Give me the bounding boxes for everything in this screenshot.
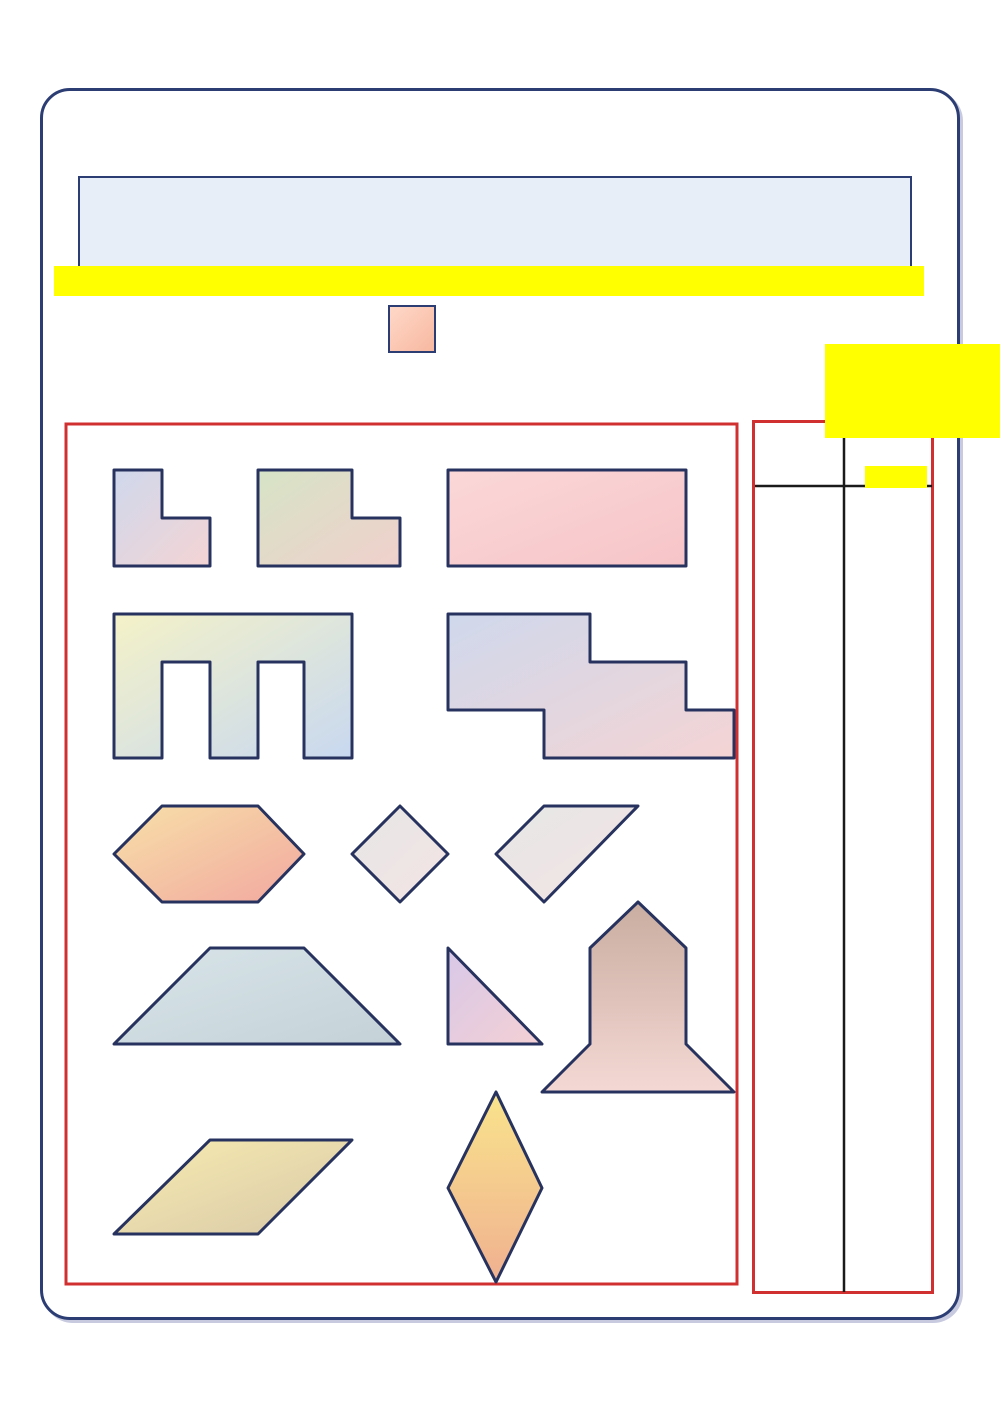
shape-H bbox=[496, 806, 638, 902]
shape-E bbox=[448, 614, 734, 758]
unit-note-highlight bbox=[825, 344, 1000, 438]
shape-D bbox=[114, 614, 352, 758]
shape-B bbox=[258, 470, 400, 566]
shape-M bbox=[448, 1092, 542, 1282]
shape-F bbox=[114, 806, 304, 902]
results-table bbox=[752, 420, 934, 1294]
shape-A bbox=[114, 470, 210, 566]
shape-C bbox=[448, 470, 686, 566]
shape-K bbox=[542, 902, 734, 1092]
shape-G bbox=[352, 806, 448, 902]
shape-I bbox=[114, 948, 400, 1044]
shape-L bbox=[114, 1140, 352, 1234]
area-unit-highlight bbox=[865, 466, 927, 488]
shape-J bbox=[448, 948, 542, 1044]
